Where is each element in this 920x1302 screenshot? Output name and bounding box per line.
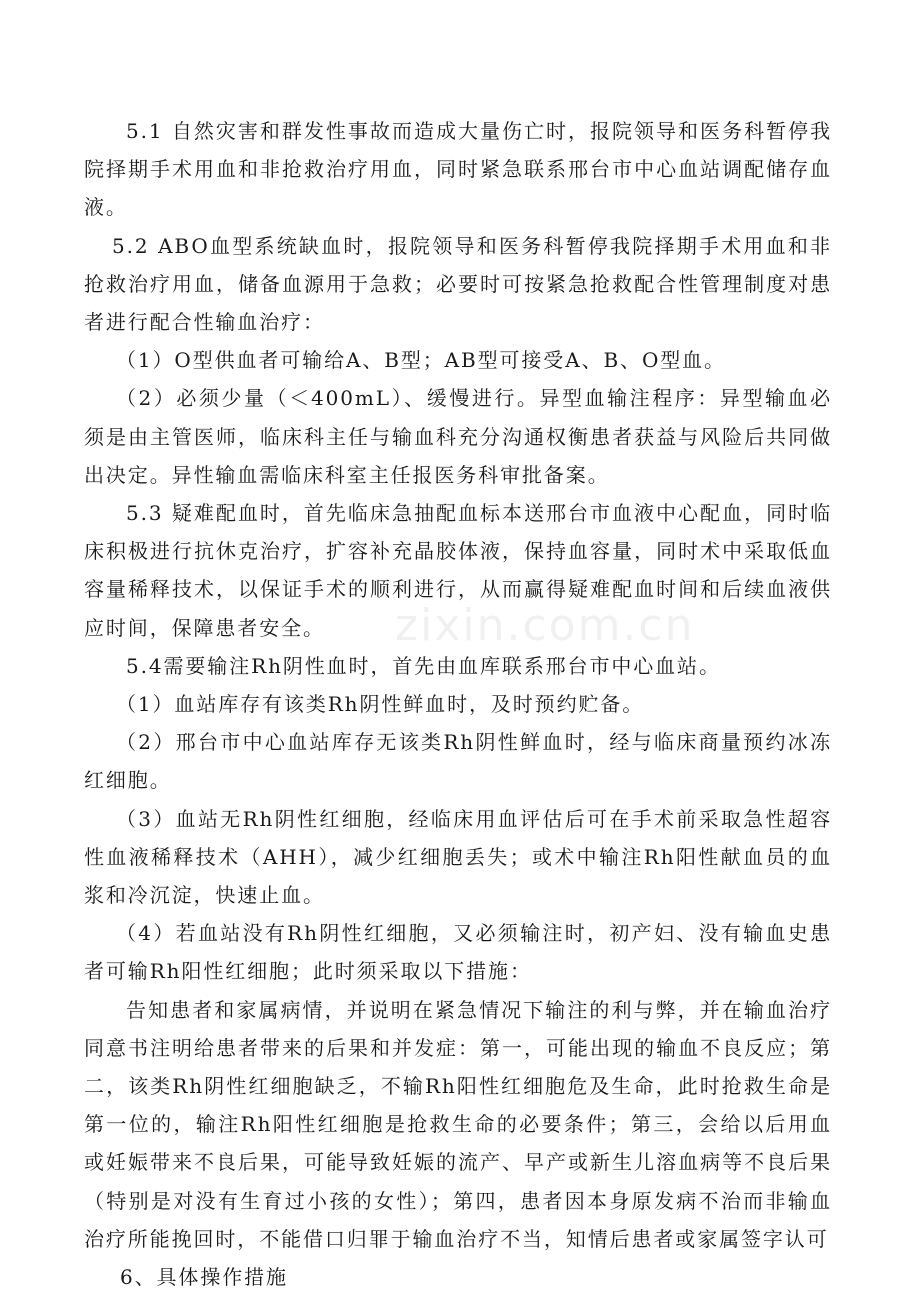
paragraph-5-2: 5.2 ABO血型系统缺血时，报院领导和医务科暂停我院择期手术用血和非抢救治疗用血，储备血源用于急救；必要时可按紧急抢救配合性管理制度对患者进行配合性输血治疗： [84, 233, 832, 335]
paragraph-5-4-item-2: （2）邢台市中心血站库存无该类Rh阴性鲜血时，经与临床商量预约冰冻红细胞。 [84, 730, 832, 793]
section-6-heading: 6、具体操作措施 [120, 1265, 288, 1290]
paragraph-5-4: 5.4需要输注Rh阴性血时，首先由血库联系邢台市中心血站。 [126, 653, 721, 678]
paragraph-5-4-item-1: （1）血站库存有该类Rh阴性鲜血时，及时预约贮备。 [116, 692, 645, 717]
paragraph-5-4-item-3: （3）血站无Rh阴性红细胞，经临床用血评估后可在手术前采取急性超容性血液稀释技术（AHH），减少红细胞丢失；或术中输注Rh阳性献血员的血浆和冷沉淀，快速止血。 [84, 806, 832, 908]
document-page [84, 112, 832, 1296]
paragraph-consent-measures: 告知患者和家属病情，并说明在紧急情况下输注的利与弊，并在输血治疗同意书注明给患者带来的后果和并发症：第一，可能出现的输血不良反应；第二，该类Rh阴性红细胞缺乏，不输Rh阳性红细胞危及生命，此时抢救生命是第一位的，输注Rh阳性红细胞是抢救生命的必要条件；第三，会给以后用血或妊娠带来不良后果，可能导致妊娠的流产、早产或新生儿溶血病等不良后果（特别是对没有生育过小孩的女性）；第四，患者因本身原发病不治而非输血治疗所能挽回时，不能借口归罪于输血治疗不当，知情后患者或家属签字认可 [84, 997, 832, 1251]
paragraph-5-3: 5.3 疑难配血时，首先临床急抽配血标本送邢台市血液中心配血，同时临床积极进行抗休克治疗，扩容补充晶胶体液，保持血容量，同时术中采取低血容量稀释技术，以保证手术的顺利进行，从而赢得疑难配血时间和后续血液供应时间，保障患者安全。 [84, 501, 832, 640]
paragraph-5-1: 5.1 自然灾害和群发性事故而造成大量伤亡时，报院领导和医务科暂停我院择期手术用血和非抢救治疗用血，同时紧急联系邢台市中心血站调配储存血液。 [84, 119, 832, 220]
paragraph-5-4-item-4: （4）若血站没有Rh阴性红细胞，又必须输注时，初产妇、没有输血史患者可输Rh阳性红细胞；此时须采取以下措施： [84, 921, 832, 984]
watermark-text: zixin.com.cn [395, 600, 695, 651]
paragraph-5-2-item-1: （1）O型供血者可输给A、B型；AB型可接受A、B、O型血。 [116, 348, 726, 373]
paragraph-5-2-item-2: （2）必须少量（＜400mL）、缓慢进行。异型血输注程序：异型输血必须是由主管医师，临床科主任与输血科充分沟通权衡患者获益与风险后共同做出决定。异性输血需临床科室主任报医务科审批备案。 [84, 386, 832, 487]
